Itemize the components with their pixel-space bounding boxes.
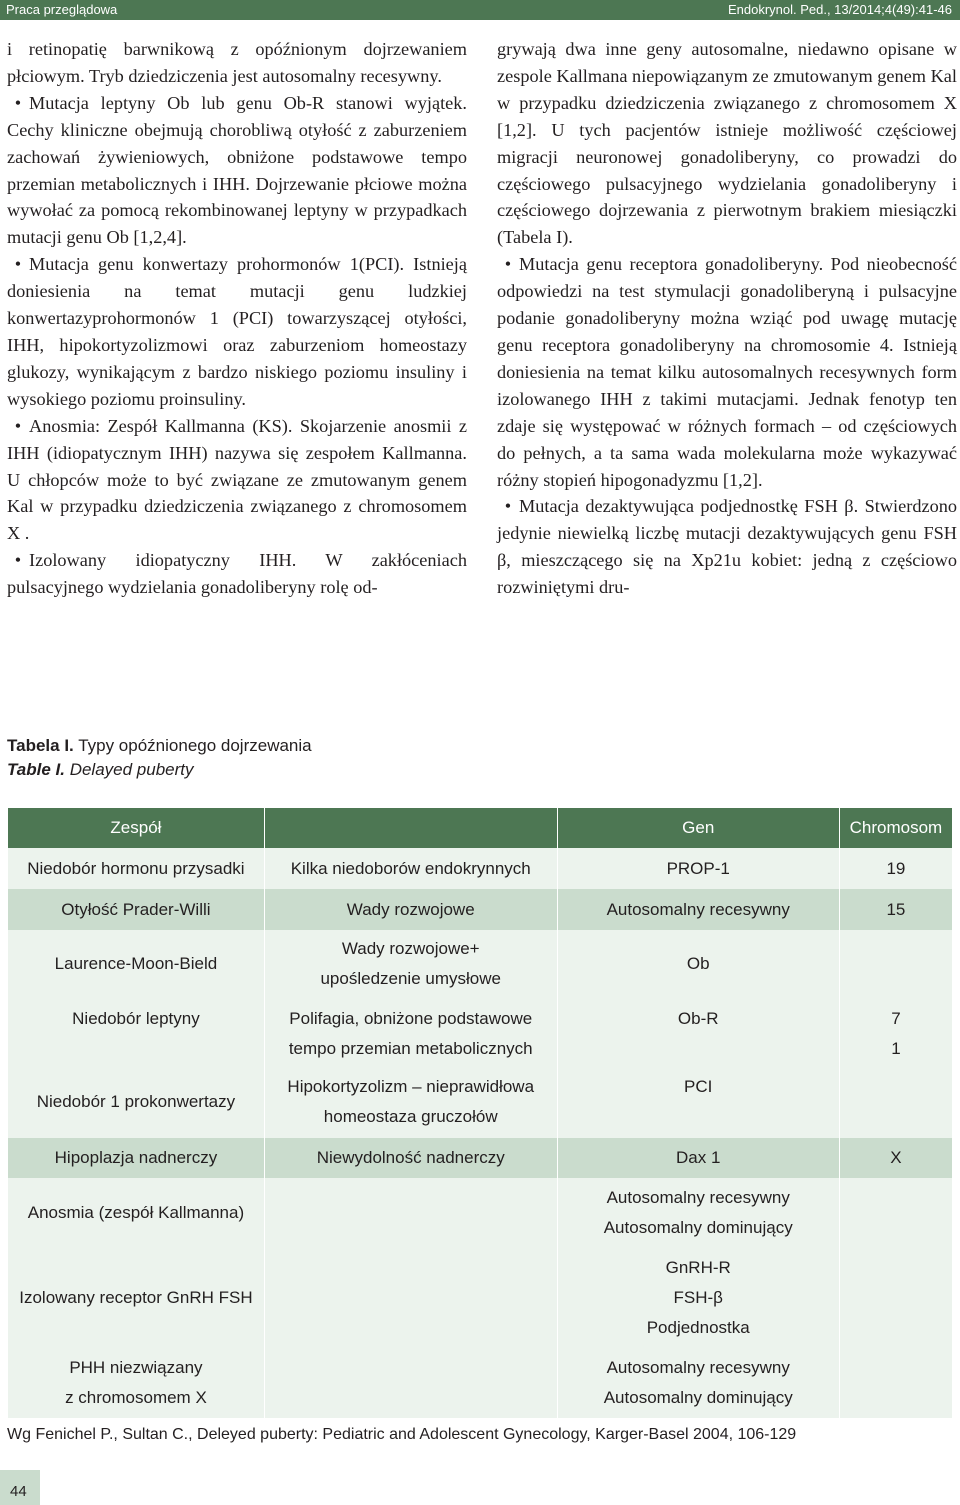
journal-citation: Endokrynol. Ped., 13/2014;4(49):41-46 [727, 2, 952, 17]
page-number: 44 [0, 1470, 40, 1505]
table-row: Anosmia (zespół Kallmanna) Autosomalny recesywny Autosomalny dominujący [8, 1178, 953, 1248]
left-column [7, 36, 467, 601]
table-row: Hipoplazja nadnerczy Niewydolność nadnerczy Dax 1 X [8, 1138, 953, 1178]
paragraph: • Anosmia: Zespół Kallmanna (KS). Skojarzenie anosmii z IHH (idiopatycznym IHH) nazywa się zespołem Kallmanna. U chłopców może to być związane ze zmutowanym genem Kal w przypadku dziedziczenia związanego z chromosomem X . [7, 413, 467, 548]
bullet-icon: • [504, 254, 512, 275]
table-row: Laurence-Moon-Bield Wady rozwojowe+ upośledzenie umysłowe Ob [8, 930, 953, 998]
running-header [0, 0, 960, 20]
right-column [497, 36, 957, 601]
table-row: PHH niezwiązany z chromosomem X Autosomalny recesywny Autosomalny dominujący [8, 1348, 953, 1418]
table-header-row: Zespół Gen Chromosom [8, 808, 953, 848]
paragraph: • Mutacja genu konwertazy prohormonów 1(PCI). Istnieją doniesienia na temat mutacji genu ludzkiej konwertazyprohormonów 1 (PCI) towarzyszącej otyłości, IHH, hipokortyzolizmowi oraz zaburzeniom homeostazy glukozy, wynikającym z bardzo niskiego poziomu insuliny i wysokiego poziomu proinsuliny. [7, 251, 467, 412]
table-caption: Tabela I. Typy opóźnionego dojrzewania Table I. Delayed puberty [7, 736, 312, 779]
bullet-icon: • [14, 254, 22, 275]
bullet-icon: • [14, 92, 22, 113]
section-label: Praca przeglądowa [6, 2, 118, 17]
paragraph: grywają dwa inne geny autosomalne, niedawno opisane w zespole Kallmana niepowiązanym ze zmutowanym genem Kal w przypadku dziedziczenia związanego z chromosomem X [1,2]. U tych pacjentów istnieje możliwość częściowej migracji neuronowej gonadoliberyny, co prowadzi do częściowego pulsacyjnego wydzielania gonadoliberyny i częściowego dojrzewania z pierwotnym brakiem miesiączki (Tabela I). [497, 39, 957, 248]
bullet-icon: • [14, 550, 22, 571]
paragraph: • Izolowany idiopatyczny IHH. W zakłóceniach pulsacyjnego wydzielania gonadoliberyny rolę od- [7, 547, 467, 601]
table-row: Otyłość Prader-Willi Wady rozwojowe Autosomalny recesywny 15 [8, 889, 953, 930]
paragraph: • Mutacja leptyny Ob lub genu Ob-R stanowi wyjątek. Cechy kliniczne obejmują chorobliwą otyłość z zaburzeniem zachowań żywieniowych, obniżone podstawowe tempo przemian metabolicznych i IHH. Dojrzewanie płciowe można wywołać za pomocą rekombinowanej leptyny w przypadkach mutacji genu Ob [1,2,4]. [7, 90, 467, 251]
paragraph: i retinopatię barwnikową z opóźnionym dojrzewaniem płciowym. Tryb dziedziczenia jest autosomalny recesywny. [7, 39, 467, 86]
table-source-footnote: Wg Fenichel P., Sultan C., Deleyed puberty: Pediatric and Adolescent Gynecology, Karger-Basel 2004, 106-129 [7, 1426, 797, 1443]
paragraph: • Mutacja dezaktywująca podjednostkę FSH β. Stwierdzono jedynie niewielką liczbę mutacji dezaktywujących genu FSH β, mieszczącego się na Xp21u kobiet: jedną z częściowo rozwiniętymi dru- [497, 493, 957, 601]
table-row: Izolowany receptor GnRH FSH GnRH-R FSH-β Podjednostka [8, 1248, 953, 1348]
delayed-puberty-table [7, 808, 952, 1418]
bullet-icon: • [504, 496, 512, 517]
table-row: Niedobór hormonu przysadki Kilka niedoborów endokrynnych PROP-1 19 [8, 848, 953, 889]
bullet-icon: • [14, 415, 22, 436]
table-row: Niedobór leptyny Polifagia, obniżone podstawowe tempo przemian metabolicznych Ob-R 7 1 [8, 998, 953, 1066]
paragraph: • Mutacja genu receptora gonadoliberyny. Pod nieobecność odpowiedzi na test stymulacji gonadoliberyną i pulsacyjne podanie gonadoliberyny można wziąć pod uwagę mutację genu receptora gonadoliberyny na chromosomie 4. Istnieją doniesienia na temat kilku autosomalnych recesywnych form izolowanego IHH z takimi mutacjami. Jednak fenotyp ten zdaje się występować w różnych formach – od częściowych do pełnych, a ta sama wada molekularna może wykazywać różny stopień hipogonadyzmu [1,2]. [497, 251, 957, 493]
table-row: Niedobór 1 prokonwertazy Hipokortyzolizm – nieprawidłowa homeostaza gruczołów PCI [8, 1066, 953, 1138]
